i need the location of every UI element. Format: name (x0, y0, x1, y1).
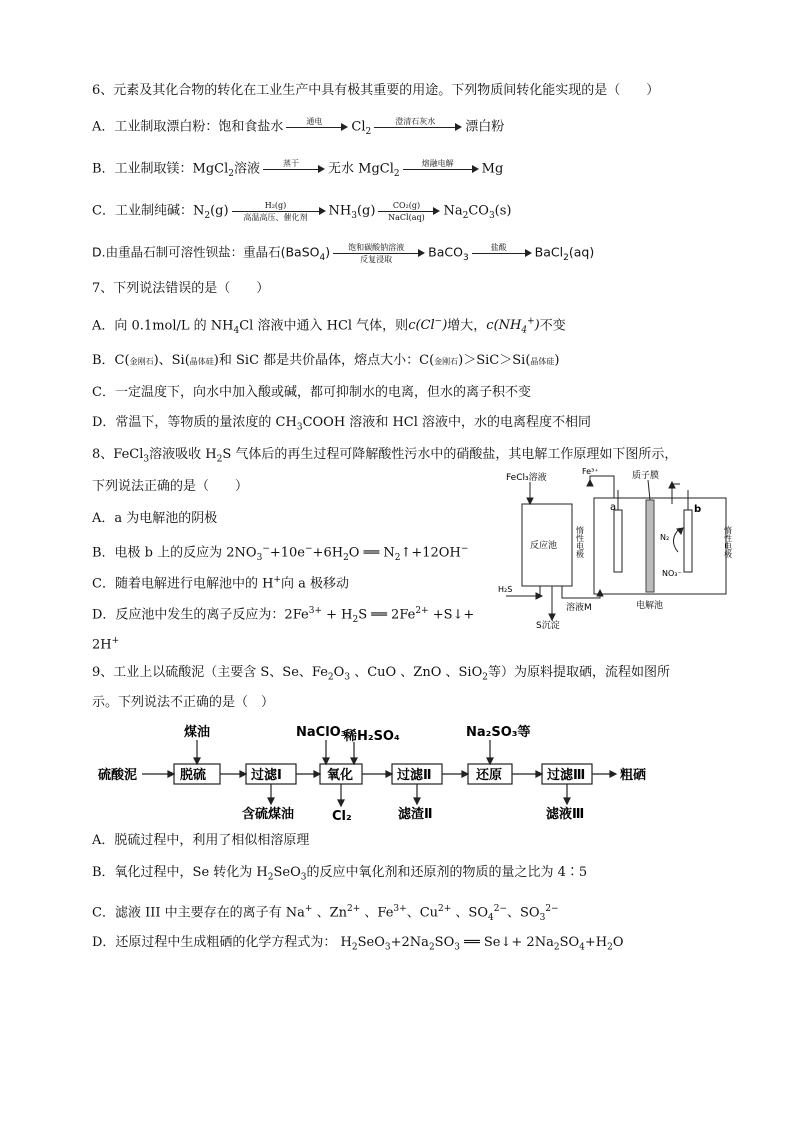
q6-option-d: D.由重晶石制可溶性钡盐：重晶石(BaSO$_4$) 饱和碳酸钠溶液 反复浸取 BaCO$_3$ 盐酸 BaCl$_2$(aq) (92, 242, 595, 264)
flow-output-filtrate-3: 滤液Ⅲ (546, 807, 585, 822)
process-flow-chart (96, 718, 656, 830)
label-n2: N₂ (660, 533, 670, 542)
q7-option-c: C．一定温度下，向水中加入酸或碱，都可抑制水的电离，但水的离子积不变 (92, 385, 531, 400)
flow-step-4: 过滤Ⅱ (397, 768, 432, 783)
q6-stem: 6、元素及其化合物的转化在工业生产中具有极其重要的用途。下列物质间转化能实现的是（ ） (92, 83, 660, 98)
q8-option-a: A．a 为电解池的阴极 (92, 511, 218, 526)
label-reactor: 反应池 (530, 541, 558, 551)
flow-step-3: 氧化 (327, 768, 354, 783)
q8-stem-2: 下列说法正确的是（ ） (92, 479, 249, 494)
q8-option-c: C．随着电解进行电解池中的 H+向 a 极移动 (92, 575, 349, 592)
q9-option-b: B．氧化过程中，Se 转化为 $H_2SeO_3$的反应中氧化剂和还原剂的物质的量之比为 4∶5 (92, 865, 588, 883)
flow-step-2: 过滤Ⅰ (251, 768, 282, 783)
q6-option-b: B．工业制取镁：MgCl$_2$溶液 蒸干 无水 MgCl$_2$ 熔融电解 Mg (92, 159, 504, 180)
q6-option-a: A．工业制取漂白粉：饱和食盐水 通电 $Cl_2$ 澄清石灰水 漂白粉 (92, 117, 505, 138)
electrode-a (614, 510, 622, 572)
proton-membrane (646, 500, 654, 592)
q7-option-d: D．常温下，等物质的量浓度的 $CH_3COOH$ 溶液和 HCl 溶液中，水的电离程度不相同 (92, 415, 592, 433)
flow-input-h2so4: 稀H₂SO₄ (344, 729, 400, 744)
q8-option-d: D．反应池中发生的离子反应为：$2Fe^{3+} + H_2S$ ══ $2Fe^{2+}$ +S↓+ (92, 606, 475, 625)
q9-option-a: A．脱硫过程中，利用了相似相溶原理 (92, 833, 310, 848)
label-membrane: 质子膜 (632, 471, 660, 481)
q7-option-a: A．向 0.1mol/L 的 $NH_4Cl$ 溶液中通入 HCl 气体，则c(Cl−)增大，$c(NH_4^+)$不变 (92, 317, 566, 336)
label-cell: 电解池 (636, 601, 664, 611)
q7-stem: 7、下列说法错误的是（ ） (92, 281, 270, 296)
q8-stem-1: 8、FeCl$_3$溶液吸收 $H_2S$ 气体后的再生过程可降解酸性污水中的硝酸盐，其电解工作原理如下图所示， (92, 447, 678, 465)
flow-step-1: 脱硫 (180, 768, 207, 783)
label-h2s: H₂S (498, 585, 513, 594)
flow-input-na2so3: Na₂SO₃等 (466, 725, 531, 740)
flow-step-6: 过滤Ⅲ (547, 768, 586, 783)
label-s-precipitate: S沉淀 (536, 621, 560, 630)
label-b: b (694, 504, 702, 515)
label-a: a (610, 502, 617, 513)
q9-option-d: D．还原过程中生成粗硒的化学方程式为： $H_2SeO_3+2Na_2SO_3$ ══ Se↓+ $2Na_2SO_4+H_2O$ (92, 935, 624, 953)
label-solution-m: 溶液M (566, 603, 592, 613)
q9-stem-1: 9、工业上以硫酸泥（主要含 S、Se、$Fe_2O_3$ 、CuO 、ZnO 、SiO$_2$等）为原料提取硒，流程如图所 (92, 665, 670, 683)
flow-step-5: 还原 (476, 768, 503, 783)
label-left-electrode: 惰性电极 (575, 526, 585, 558)
flow-input-naclo3: NaClO₃ (296, 725, 347, 740)
flow-end: 粗硒 (620, 768, 647, 783)
q8-option-d-cont: 2H+ (92, 636, 120, 653)
label-right-electrode: 惰性电极 (723, 526, 733, 558)
flow-output-cl2: Cl₂ (332, 809, 352, 824)
label-fecl3: FeCl₃溶液 (506, 473, 547, 483)
flow-output-residue-2: 滤渣Ⅱ (398, 807, 433, 822)
label-no3: NO₃⁻ (662, 569, 682, 578)
flow-output-sulfur-kerosene: 含硫煤油 (242, 807, 295, 822)
q6-option-c: C．工业制纯碱：$N_2(g)$ H₂(g) 高温高压、催化剂 $NH_3(g)$ CO₂(g) NaCl(aq) $Na_2CO_3(s)$ (92, 200, 512, 222)
flow-input-kerosene: 煤油 (184, 725, 211, 740)
q8-option-b: B．电极 b 上的反应为 $2NO_3^-+10e^-+6H_2O$ ══ $N_2↑+12OH^-$ (92, 544, 469, 563)
electrolysis-diagram (496, 468, 740, 630)
electrode-b (684, 510, 692, 572)
q9-stem-2: 示。下列说法不正确的是（ ） (92, 695, 275, 710)
flow-start: 硫酸泥 (98, 768, 138, 783)
q9-option-c: C．滤液 III 中主要存在的离子有 Na+ 、$Zn^{2+}$ 、$Fe^{3+}$、$Cu^{2+}$ 、$SO_4^{2-}$、$SO_3^{2-}$ (92, 904, 559, 923)
label-fe3: Fe³⁺ (582, 468, 599, 476)
q7-option-b: B．C(金刚石)、Si(晶体硅)和 SiC 都是共价晶体，熔点大小：C(金刚石)＞SiC＞Si(晶体硅) (92, 353, 560, 368)
